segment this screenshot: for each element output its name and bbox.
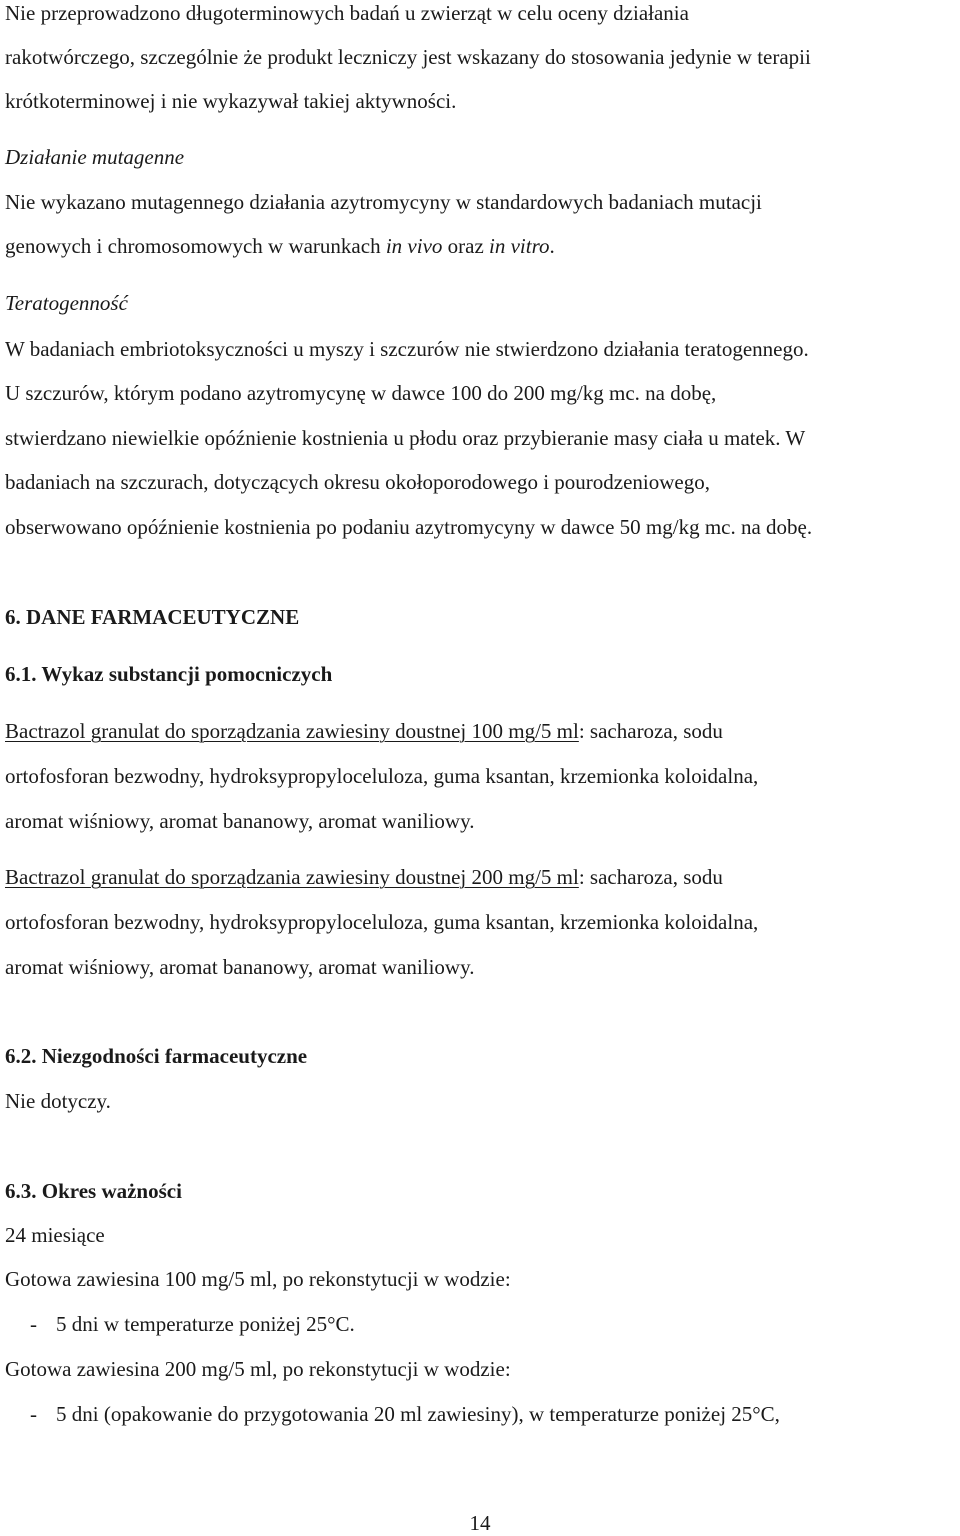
teratogenicity-line-1: W badaniach embriotoksyczności u myszy i szczurów nie stwierdzono działania teratogennego. xyxy=(5,337,809,361)
teratogenicity-line-4: badaniach na szczurach, dotyczących okresu okołoporodowego i pourodzeniowego, xyxy=(5,470,710,494)
list-dash: - xyxy=(30,1312,37,1336)
suspension-200-item-text: 5 dni (opakowanie do przygotowania 20 ml zawiesiny), w temperaturze poniżej 25°C, xyxy=(56,1402,780,1426)
product-1-line-2: ortofosforan bezwodny, hydroksypropyloceluloza, guma ksantan, krzemionka koloidalna, xyxy=(5,764,759,788)
section-6-2-text: Nie dotyczy. xyxy=(5,1089,111,1113)
shelf-life: 24 miesiące xyxy=(5,1223,105,1247)
suspension-200-intro: Gotowa zawiesina 200 mg/5 ml, po rekonstytucji w wodzie: xyxy=(5,1357,511,1381)
suspension-200-item xyxy=(0,1401,780,1427)
section-6-heading: 6. DANE FARMACEUTYCZNE xyxy=(5,605,300,629)
teratogenicity-heading: Teratogenność xyxy=(5,291,128,315)
suspension-100-item xyxy=(0,1311,355,1337)
product-2-line-3: aromat wiśniowy, aromat bananowy, aromat waniliowy. xyxy=(5,955,475,979)
teratogenicity-line-3: stwierdzano niewielkie opóźnienie kostnienia u płodu oraz przybieranie masy ciała u matek. W xyxy=(5,426,806,450)
mutagenic-line-2-conjunction: oraz xyxy=(442,234,490,258)
in-vitro-term: in vitro xyxy=(489,234,550,258)
carcinogenicity-line-3: krótkoterminowej i nie wykazywał takiej aktywności. xyxy=(5,89,457,113)
section-6-2-heading: 6.2. Niezgodności farmaceutyczne xyxy=(5,1044,308,1068)
product-2-name: Bactrazol granulat do sporządzania zawiesiny doustnej 200 mg/5 ml xyxy=(5,865,579,889)
carcinogenicity-line-2: rakotwórczego, szczególnie że produkt leczniczy jest wskazany do stosowania jedynie w terapii xyxy=(5,45,811,69)
mutagenic-line-2 xyxy=(5,233,555,259)
product-1-name: Bactrazol granulat do sporządzania zawiesiny doustnej 100 mg/5 ml xyxy=(5,719,579,743)
page-number: 14 xyxy=(469,1511,491,1535)
list-dash: - xyxy=(30,1402,37,1426)
product-1-line-1 xyxy=(5,718,723,744)
section-6-1-heading: 6.1. Wykaz substancji pomocniczych xyxy=(5,662,333,686)
mutagenic-line-1: Nie wykazano mutagennego działania azytromycyny w standardowych badaniach mutacji xyxy=(5,190,762,214)
suspension-100-intro: Gotowa zawiesina 100 mg/5 ml, po rekonstytucji w wodzie: xyxy=(5,1267,511,1291)
product-2-line-2: ortofosforan bezwodny, hydroksypropyloceluloza, guma ksantan, krzemionka koloidalna, xyxy=(5,910,759,934)
mutagenic-line-2-text: genowych i chromosomowych w warunkach xyxy=(5,234,386,258)
in-vivo-term: in vivo xyxy=(385,234,443,258)
carcinogenicity-line-1: Nie przeprowadzono długoterminowych badań u zwierząt w celu oceny działania xyxy=(5,1,689,25)
mutagenic-line-2-period: . xyxy=(549,234,555,258)
teratogenicity-line-5: obserwowano opóźnienie kostnienia po podaniu azytromycyny w dawce 50 mg/kg mc. na dobę. xyxy=(5,515,813,539)
product-1-excipients-start: : sacharoza, sodu xyxy=(578,719,723,743)
mutagenic-heading: Działanie mutagenne xyxy=(5,145,185,169)
product-2-excipients-start: : sacharoza, sodu xyxy=(578,865,723,889)
section-6-3-heading: 6.3. Okres ważności xyxy=(5,1179,182,1203)
product-2-line-1 xyxy=(5,864,723,890)
suspension-100-item-text: 5 dni w temperaturze poniżej 25°C. xyxy=(56,1312,355,1336)
product-1-line-3: aromat wiśniowy, aromat bananowy, aromat waniliowy. xyxy=(5,809,475,833)
teratogenicity-line-2: U szczurów, którym podano azytromycynę w dawce 100 do 200 mg/kg mc. na dobę, xyxy=(5,381,717,405)
